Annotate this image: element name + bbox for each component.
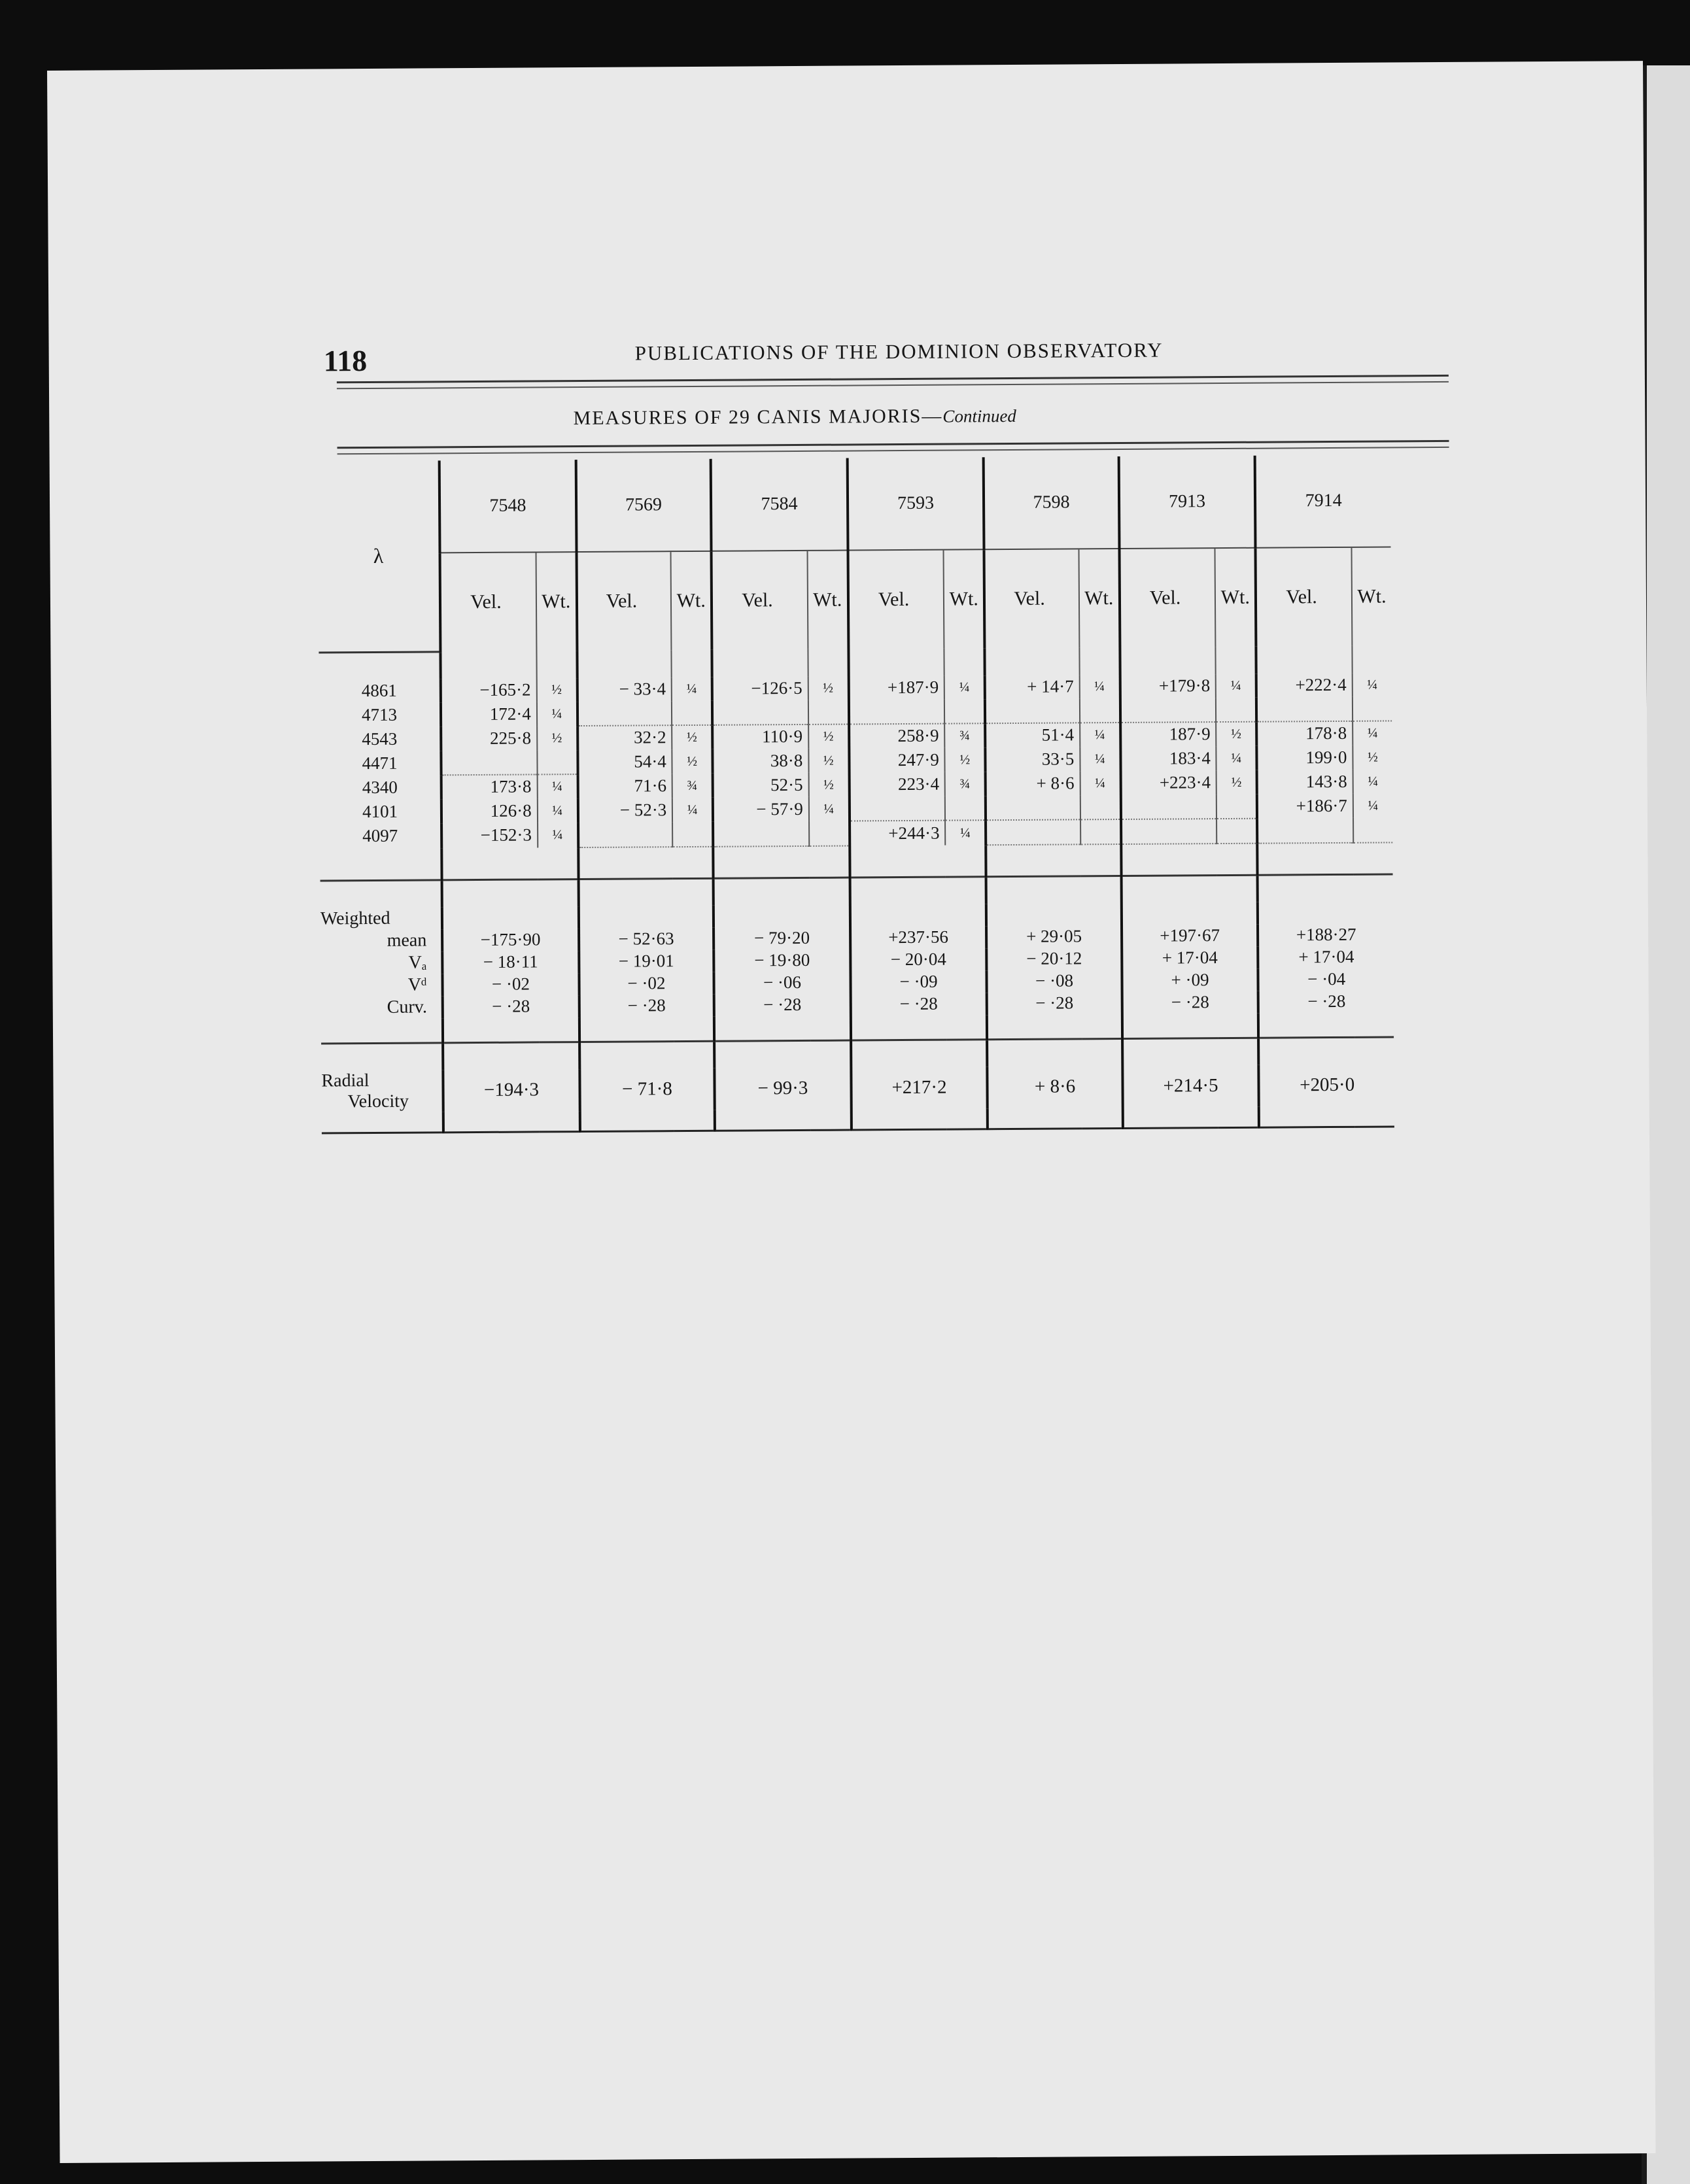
weight-cell: ¼ [1080, 770, 1120, 794]
spacer-cell [1256, 646, 1353, 674]
spacer-cell [1352, 645, 1391, 673]
stat-value [986, 902, 1122, 925]
end-rule-cell [579, 1110, 715, 1131]
end-rule-cell [322, 1112, 443, 1133]
radial-velocity-value: − 99·3 [715, 1067, 852, 1110]
weight-cell: ¼ [1216, 674, 1256, 697]
velocity-cell: + 14·7 [985, 675, 1080, 699]
wt-header: Wt. [807, 551, 848, 649]
wavelength-cell: 4713 [362, 704, 398, 725]
spacer-cell [442, 879, 579, 907]
spacer-cell [536, 651, 577, 678]
spacer-cell [808, 649, 848, 677]
velocity-cell [1121, 819, 1217, 844]
separator-cell [1122, 1013, 1259, 1038]
stat-value [442, 906, 579, 929]
wt-header: Wt. [1078, 549, 1120, 647]
velocity-cell: +186·7 [1257, 793, 1353, 818]
wt-header: Wt. [671, 551, 712, 650]
stat-value: − 19·01 [579, 949, 714, 972]
stat-value: + 17·04 [1258, 946, 1394, 968]
velocity-cell: − 52·3 [578, 798, 672, 823]
wt-header: Wt. [1215, 548, 1256, 647]
stat-value: − 18·11 [442, 951, 579, 974]
spacer-cell [321, 1042, 443, 1070]
weight-cell [1080, 819, 1121, 844]
spacer-cell [579, 1041, 715, 1069]
velocity-cell: +179·8 [1120, 674, 1216, 698]
weight-cell [808, 700, 849, 724]
page-number: 118 [323, 344, 368, 378]
weight-cell: ¼ [1080, 674, 1120, 698]
stat-value: − ·28 [1122, 991, 1258, 1014]
weight-cell: ½ [537, 678, 578, 702]
stat-label: Vᵈ [407, 974, 427, 995]
stat-value: + 17·04 [1122, 946, 1258, 969]
weight-cell: ¼ [1216, 745, 1257, 770]
stat-value [850, 904, 987, 927]
stat-label: Weighted [320, 908, 390, 929]
weight-cell: ¾ [945, 723, 986, 747]
radial-velocity-label [321, 1070, 443, 1112]
separator-cell [443, 1017, 579, 1043]
end-rule-cell [715, 1109, 852, 1131]
stat-value [579, 905, 714, 928]
weight-cell: ½ [537, 726, 578, 750]
measures-table [318, 454, 1394, 1133]
plate-number: 7598 [984, 456, 1119, 549]
weight-cell: ¼ [1080, 746, 1120, 770]
spacer-cell [851, 1039, 988, 1067]
spacer-cell [714, 1040, 851, 1068]
weight-cell [1080, 698, 1120, 722]
separator-cell [987, 1014, 1122, 1039]
spacer-cell [985, 647, 1080, 675]
separator-cell [578, 847, 673, 879]
column-header-row [319, 547, 1392, 652]
velocity-cell: +223·4 [1120, 770, 1216, 795]
separator-cell [809, 845, 850, 878]
velocity-cell: 143·8 [1257, 769, 1353, 794]
wt-header: Wt. [944, 549, 985, 648]
velocity-cell: 172·4 [441, 702, 537, 726]
separator-cell [1217, 843, 1258, 875]
velocity-cell: 258·9 [849, 723, 945, 748]
spacer-cell [672, 650, 712, 677]
plate-number: 7548 [440, 460, 576, 553]
stat-value: + 29·05 [986, 925, 1122, 947]
separator-cell [850, 845, 946, 877]
weight-cell: ½ [808, 772, 849, 796]
stat-value: +188·27 [1258, 923, 1393, 946]
separator-cell [441, 847, 538, 879]
separator-cell [1258, 1012, 1394, 1038]
weight-cell: ½ [672, 749, 713, 773]
spacer-cell [441, 651, 537, 678]
wavelength-cell: 4097 [362, 825, 398, 846]
velocity-cell: 51·4 [985, 723, 1080, 747]
weight-cell: ¼ [944, 675, 985, 699]
weight-cell [1216, 818, 1257, 843]
separator-cell [538, 847, 578, 879]
stat-value [1122, 902, 1258, 925]
wt-header: Wt. [536, 552, 577, 651]
spacer-cell [987, 1038, 1122, 1066]
wavelength-cell: 4861 [361, 680, 397, 701]
weight-cell [1216, 794, 1257, 818]
velocity-cell: 38·8 [713, 748, 809, 773]
stat-value: − ·04 [1258, 968, 1394, 991]
velocity-cell [1120, 698, 1216, 723]
stat-value: − ·28 [987, 991, 1122, 1014]
radial-velocity-value: +214·5 [1122, 1065, 1259, 1107]
weight-cell: ¼ [538, 823, 578, 847]
plate-number: 7593 [847, 457, 984, 550]
stat-value: − ·28 [1258, 990, 1394, 1013]
weight-cell: ½ [1216, 770, 1257, 794]
velocity-cell: 247·9 [849, 747, 945, 772]
spacer-cell [850, 876, 986, 904]
plate-number: 7913 [1118, 456, 1255, 549]
spacer-cell [320, 879, 442, 908]
spacer-cell [1121, 875, 1258, 903]
velocity-cell: −165·2 [441, 678, 537, 702]
stat-value: − ·28 [714, 993, 851, 1016]
radial-velocity-value: +217·2 [851, 1066, 988, 1109]
weight-cell: ¾ [945, 772, 986, 796]
vel-header: Vel. [440, 552, 537, 651]
stat-value: +197·67 [1122, 924, 1258, 947]
radial-label-line1: Radial [321, 1070, 370, 1091]
weight-cell: ½ [808, 676, 849, 700]
weight-cell: ¼ [537, 774, 578, 798]
vel-header: Vel. [576, 551, 672, 651]
stat-value [1258, 901, 1393, 924]
stat-value: − ·28 [850, 993, 987, 1015]
velocity-cell [986, 819, 1080, 845]
spacer-cell [1122, 1038, 1259, 1066]
end-rule-cell [443, 1111, 580, 1133]
table-title-main: MEASURES OF 29 CANIS MAJORIS— [573, 405, 943, 430]
plate-number: 7569 [576, 459, 711, 552]
stat-value: − ·28 [579, 994, 714, 1017]
vel-header: Vel. [848, 550, 944, 649]
velocity-cell [849, 699, 945, 724]
stat-value: − ·02 [579, 972, 714, 995]
weight-cell [944, 699, 985, 723]
lambda-header: λ [373, 543, 384, 568]
separator-cell [1121, 844, 1217, 876]
velocity-cell [1121, 794, 1217, 819]
weight-cell: ¼ [672, 677, 712, 700]
header-rule-2 [337, 381, 1449, 389]
weight-cell: ¼ [1353, 673, 1392, 696]
velocity-cell: 223·4 [849, 772, 945, 796]
velocity-cell [850, 796, 946, 821]
stat-value: − 52·63 [579, 927, 714, 950]
stat-value: − ·09 [850, 970, 987, 993]
velocity-cell: − 57·9 [713, 796, 809, 821]
stat-value: −175·90 [442, 929, 579, 951]
velocity-cell: − 33·4 [577, 677, 672, 702]
velocity-cell: 187·9 [1120, 722, 1216, 747]
vel-header: Vel. [1256, 547, 1353, 647]
weight-cell: ¼ [538, 798, 578, 823]
weight-cell [809, 821, 850, 845]
stat-value: − ·06 [714, 971, 851, 994]
spacer-cell [986, 876, 1122, 904]
separator-cell [1080, 844, 1121, 876]
table-title-continued: Continued [942, 405, 1016, 426]
wt-header: Wt. [1351, 547, 1391, 645]
weight-cell: ¼ [809, 796, 850, 821]
weight-cell: ¼ [1353, 721, 1392, 745]
spacer-cell [1216, 647, 1256, 674]
separator-cell [713, 845, 809, 878]
weight-cell [537, 750, 578, 774]
weight-cell: ¼ [672, 797, 713, 821]
stat-value [714, 904, 850, 927]
stat-value: − ·02 [443, 973, 579, 996]
velocity-cell [1256, 696, 1353, 721]
stat-value: − 79·20 [714, 927, 850, 949]
velocity-cell: 54·4 [578, 749, 672, 774]
spacer-cell [1079, 647, 1120, 675]
vel-header: Vel. [984, 549, 1080, 648]
wavelength-cell: 4101 [362, 801, 398, 821]
velocity-cell: +187·9 [848, 675, 944, 700]
velocity-cell [578, 822, 673, 847]
stat-value: − 20·04 [850, 948, 987, 971]
weight-cell: ½ [808, 748, 849, 772]
stat-value: − 19·80 [714, 949, 850, 972]
separator-cell [579, 1016, 715, 1042]
spacer-cell [714, 878, 850, 906]
weight-cell: ¼ [945, 820, 986, 845]
radial-velocity-value: −194·3 [443, 1069, 580, 1112]
table-title [330, 403, 1259, 432]
spacer-cell [848, 649, 944, 676]
radial-velocity-row [321, 1064, 1394, 1112]
stat-value: +237·56 [850, 926, 987, 949]
weight-cell: ½ [945, 747, 986, 772]
stat-value: − ·08 [987, 969, 1122, 992]
stat-value: − 20·12 [986, 947, 1122, 970]
velocity-cell [1257, 817, 1353, 843]
velocity-cell: 32·2 [578, 725, 672, 750]
weight-cell: ½ [1216, 721, 1257, 745]
stat-value: − ·28 [443, 995, 579, 1018]
weight-cell: ¼ [1353, 793, 1392, 817]
velocity-cell: +244·3 [850, 820, 946, 845]
wavelength-cell: 4340 [362, 777, 398, 797]
title-rule-2 [337, 447, 1449, 454]
velocity-cell: 52·5 [713, 772, 809, 797]
separator-cell [1258, 842, 1354, 874]
velocity-cell: + 8·6 [986, 771, 1080, 796]
velocity-cell: 199·0 [1257, 745, 1353, 770]
stat-label: Curv. [387, 996, 428, 1017]
radial-velocity-value: +205·0 [1259, 1064, 1394, 1106]
velocity-cell: 178·8 [1256, 721, 1353, 745]
running-title: PUBLICATIONS OF THE DOMINION OBSERVATORY [634, 338, 1164, 365]
separator-cell [673, 846, 714, 878]
weight-cell [1353, 817, 1392, 842]
radial-velocity-value: + 8·6 [988, 1065, 1123, 1108]
spacer-cell [578, 878, 714, 906]
stat-label: mean [387, 929, 427, 951]
velocity-cell: +222·4 [1256, 673, 1353, 697]
weight-cell: ¼ [1080, 722, 1120, 746]
velocity-cell: −126·5 [712, 676, 808, 700]
radial-velocity-value: − 71·8 [579, 1068, 715, 1110]
weight-cell [1080, 794, 1121, 819]
vel-header: Vel. [712, 551, 808, 650]
spacer-cell [944, 648, 985, 675]
velocity-cell: 71·6 [578, 774, 672, 798]
spacer-cell [577, 650, 672, 677]
velocity-cell [985, 698, 1080, 723]
weight-cell: ¾ [672, 773, 713, 797]
weight-cell [1216, 697, 1256, 721]
velocity-cell [986, 795, 1080, 820]
spacer-cell [319, 651, 440, 679]
weight-cell [672, 700, 712, 725]
end-rule-cell [1122, 1106, 1259, 1128]
plate-header-row [318, 454, 1391, 553]
weight-cell: ½ [672, 725, 712, 749]
separator-cell [320, 848, 441, 881]
document-page [47, 61, 1656, 2163]
end-rule-cell [1259, 1106, 1394, 1127]
separator-cell [321, 1018, 443, 1044]
separator-cell [1353, 842, 1392, 874]
wavelength-cell: 4543 [362, 728, 398, 749]
spacer-cell [1120, 647, 1216, 674]
weight-cell: ¼ [1353, 769, 1392, 793]
separator-cell [714, 1015, 851, 1041]
end-rule-cell [988, 1107, 1123, 1129]
velocity-cell: −152·3 [441, 823, 538, 848]
vel-header: Vel. [1119, 548, 1216, 647]
spacer-cell [1258, 874, 1393, 902]
velocity-cell [713, 821, 809, 846]
velocity-cell [441, 750, 538, 775]
wavelength-cell: 4471 [362, 753, 398, 773]
spacer-cell [443, 1042, 579, 1070]
weight-cell: ½ [1353, 745, 1392, 769]
velocity-cell: 110·9 [712, 724, 808, 749]
separator-cell [986, 844, 1081, 876]
velocity-cell [578, 701, 672, 726]
plate-number: 7584 [711, 458, 848, 551]
plate-number: 7914 [1255, 454, 1391, 547]
separator-cell [946, 845, 986, 877]
weight-cell [1353, 696, 1392, 721]
weight-cell [945, 796, 986, 820]
separator-cell [851, 1015, 988, 1040]
stat-label: Vₐ [408, 951, 427, 973]
spacer-cell [1258, 1036, 1394, 1065]
velocity-cell: 126·8 [441, 798, 538, 823]
weight-cell [672, 821, 713, 846]
radial-label-line2: Velocity [347, 1091, 409, 1112]
end-rule-cell [851, 1108, 988, 1130]
velocity-cell [712, 700, 808, 725]
velocity-cell: 33·5 [986, 747, 1080, 772]
stat-value: + ·09 [1122, 968, 1258, 991]
page-content [47, 61, 1656, 2163]
velocity-cell: 225·8 [441, 726, 537, 751]
velocity-cell: 183·4 [1120, 746, 1216, 771]
spacer-cell [712, 649, 808, 677]
weight-cell: ¼ [537, 702, 578, 726]
weight-cell: ½ [808, 724, 849, 748]
velocity-cell: 173·8 [441, 774, 538, 799]
